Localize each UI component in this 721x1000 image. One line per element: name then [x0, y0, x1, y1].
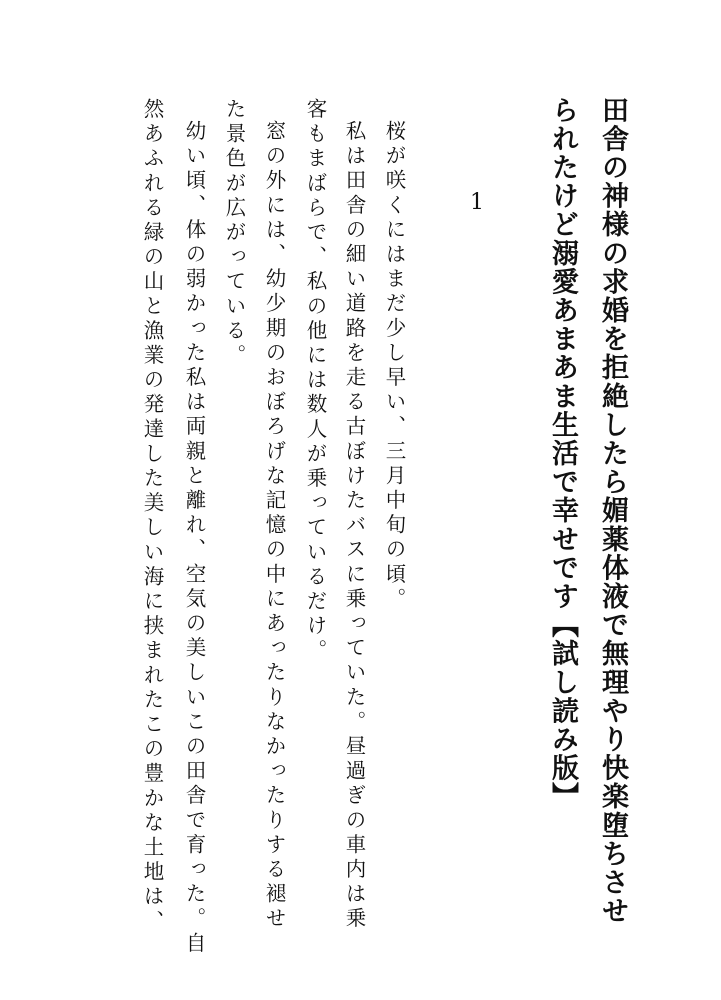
body-line-2: 私は田舎の細い道路を走る古ぼけたバスに乗っていた。昼過ぎの車内は乗 — [342, 120, 366, 932]
body-line-4: 窓の外には、幼少期のおぼろげな記憶の中にあったりなかったりする褪せ — [262, 120, 286, 932]
body-line-5: た景色が広がっている。 — [222, 98, 246, 369]
title-line-2: られたけど溺愛あまあま生活で幸せです【試し読み版】 — [547, 96, 578, 811]
chapter-number: 1 — [470, 190, 484, 215]
body-line-7: 然あふれる緑の山と漁業の発達した美しい海に挟まれたこの豊かな土地は、 — [140, 98, 164, 935]
body-line-1: 桜が咲くにはまだ少し早い、三月中旬の頃。 — [382, 120, 406, 612]
body-line-3: 客もまばらで、私の他には数人が乗っているだけ。 — [303, 98, 327, 664]
body-line-6: 幼い頃、体の弱かった私は両親と離れ、空気の美しいこの田舎で育った。自 — [182, 120, 206, 957]
title-line-1: 田舎の神様の求婚を拒絶したら媚薬体液で無理やり快楽堕ちさせ — [597, 96, 628, 926]
